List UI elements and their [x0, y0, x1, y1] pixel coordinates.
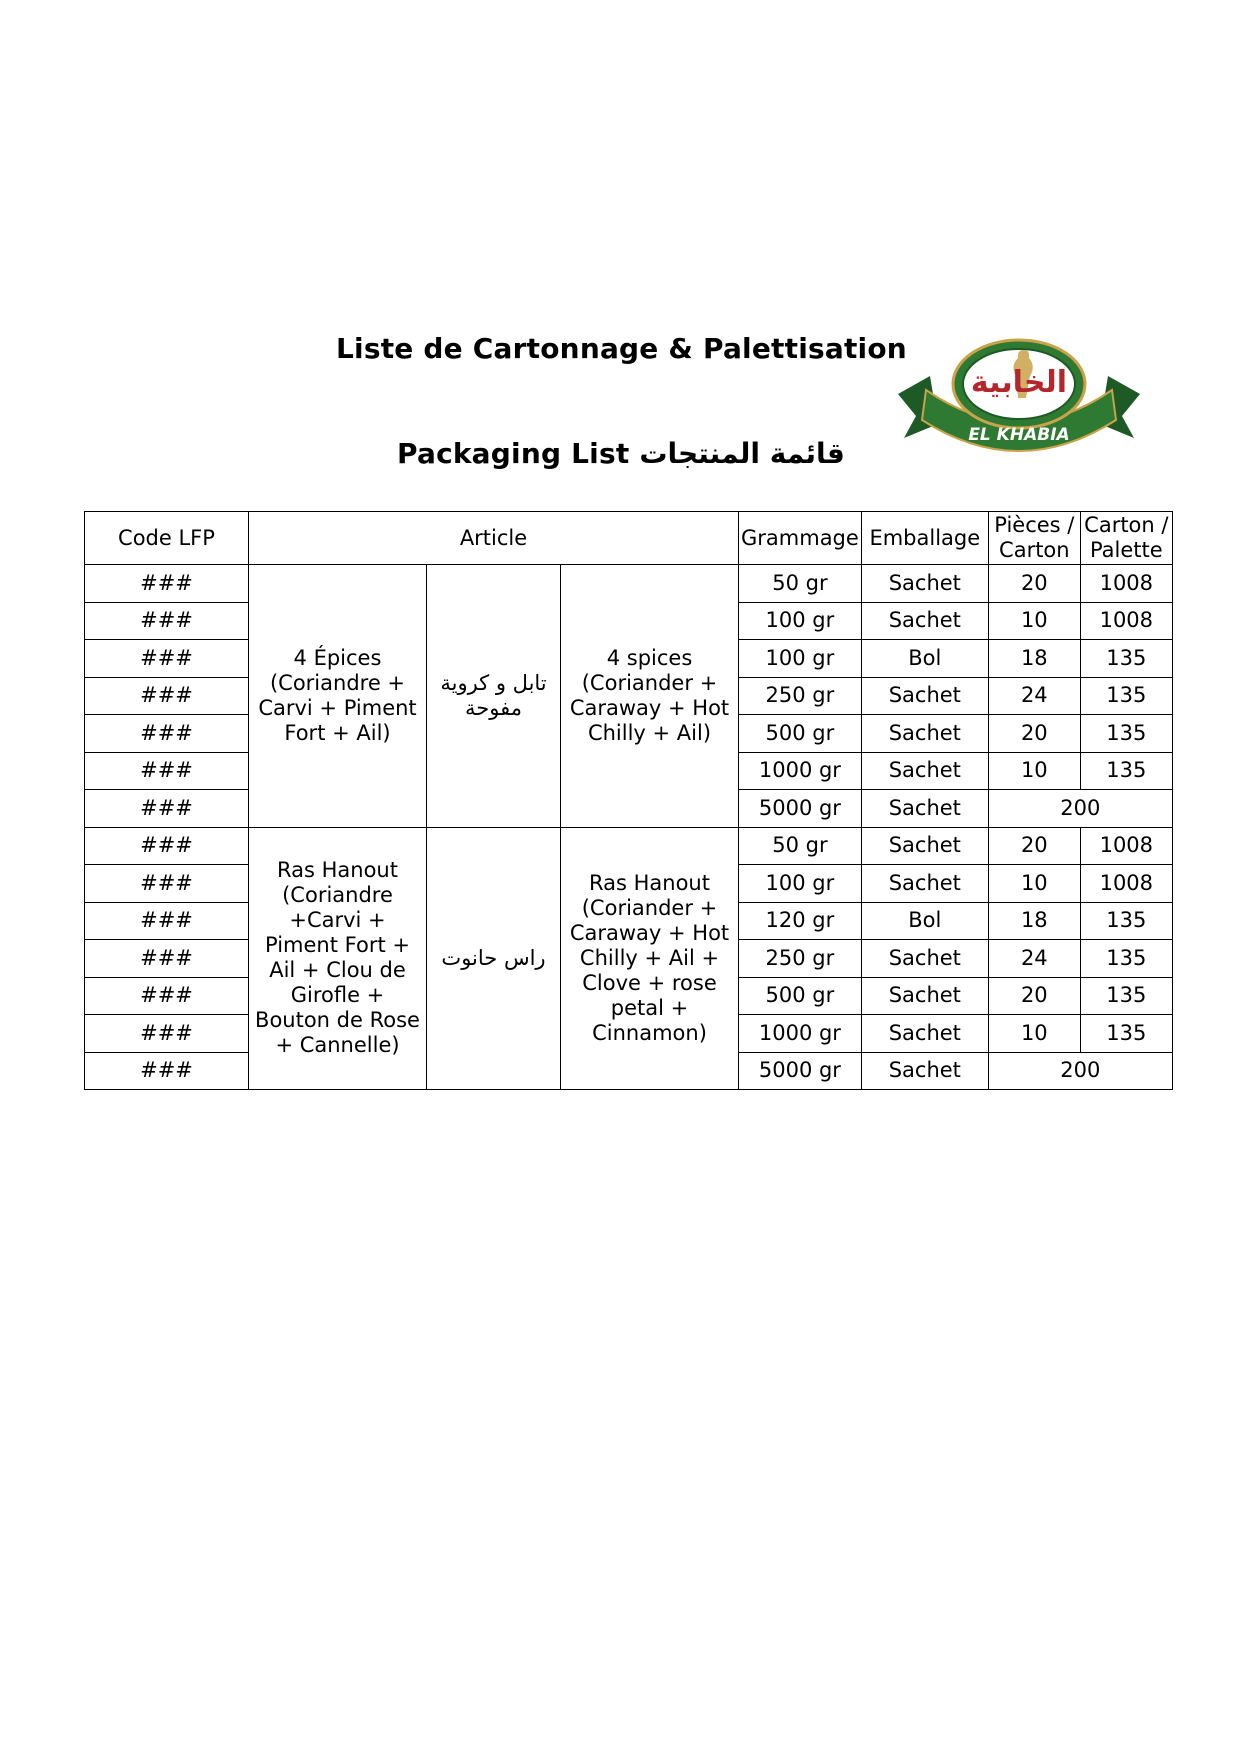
- header-article: Article: [249, 512, 739, 565]
- cartons-cell: 135: [1080, 752, 1172, 790]
- code-cell: ###: [85, 902, 249, 940]
- code-cell: ###: [85, 752, 249, 790]
- code-cell: ###: [85, 602, 249, 640]
- emballage-cell: Bol: [861, 902, 988, 940]
- pieces-cell: 10: [988, 1015, 1080, 1053]
- document-title-en: Packaging List قائمة المنتجات: [397, 437, 845, 470]
- code-cell: ###: [85, 827, 249, 865]
- emballage-cell: Sachet: [861, 865, 988, 903]
- code-cell: ###: [85, 790, 249, 828]
- table-row: [85, 565, 1173, 603]
- emballage-cell: Sachet: [861, 940, 988, 978]
- cartons-cell: 135: [1080, 715, 1172, 753]
- pieces-cell: 20: [988, 977, 1080, 1015]
- grammage-cell: 5000 gr: [739, 790, 862, 828]
- pieces-cell: 18: [988, 640, 1080, 678]
- table-row: [85, 827, 1173, 865]
- pieces-cell: 10: [988, 865, 1080, 903]
- grammage-cell: 250 gr: [739, 677, 862, 715]
- packaging-table: [84, 511, 1173, 1090]
- code-cell: ###: [85, 977, 249, 1015]
- header-carton-palette: Carton / Palette: [1080, 512, 1172, 565]
- pieces-cell: 10: [988, 602, 1080, 640]
- code-cell: ###: [85, 940, 249, 978]
- emballage-cell: Sachet: [861, 715, 988, 753]
- emballage-cell: Sachet: [861, 677, 988, 715]
- grammage-cell: 250 gr: [739, 940, 862, 978]
- pieces-cell: 24: [988, 940, 1080, 978]
- grammage-cell: 500 gr: [739, 715, 862, 753]
- article-fr-cell: Ras Hanout (Coriandre +Carvi + Piment Fort + Ail + Clou de Girofle + Bouton de Rose + Cannelle): [249, 827, 427, 1090]
- code-cell: ###: [85, 565, 249, 603]
- grammage-cell: 120 gr: [739, 902, 862, 940]
- article-en-cell: Ras Hanout (Coriander + Caraway + Hot Chilly + Ail + Clove + rose petal + Cinnamon): [561, 827, 739, 1090]
- header-code: Code LFP: [85, 512, 249, 565]
- cartons-cell: 1008: [1080, 827, 1172, 865]
- grammage-cell: 100 gr: [739, 640, 862, 678]
- el-khabia-logo: [890, 336, 1148, 460]
- grammage-cell: 500 gr: [739, 977, 862, 1015]
- cartons-cell: 135: [1080, 1015, 1172, 1053]
- emballage-cell: Sachet: [861, 1015, 988, 1053]
- merged-pallet-cell: 200: [988, 790, 1172, 828]
- pieces-cell: 20: [988, 565, 1080, 603]
- cartons-cell: 135: [1080, 902, 1172, 940]
- code-cell: ###: [85, 1015, 249, 1053]
- cartons-cell: 135: [1080, 677, 1172, 715]
- code-cell: ###: [85, 715, 249, 753]
- grammage-cell: 100 gr: [739, 602, 862, 640]
- cartons-cell: 1008: [1080, 602, 1172, 640]
- grammage-cell: 1000 gr: [739, 1015, 862, 1053]
- code-cell: ###: [85, 1052, 249, 1090]
- pieces-cell: 20: [988, 827, 1080, 865]
- emballage-cell: Sachet: [861, 565, 988, 603]
- emballage-cell: Bol: [861, 640, 988, 678]
- header-grammage: Grammage: [739, 512, 862, 565]
- document-title-fr: Liste de Cartonnage & Palettisation: [336, 332, 907, 365]
- header-emballage: Emballage: [861, 512, 988, 565]
- merged-pallet-cell: 200: [988, 1052, 1172, 1090]
- emballage-cell: Sachet: [861, 977, 988, 1015]
- cartons-cell: 135: [1080, 977, 1172, 1015]
- cartons-cell: 1008: [1080, 565, 1172, 603]
- cartons-cell: 1008: [1080, 865, 1172, 903]
- emballage-cell: Sachet: [861, 790, 988, 828]
- emballage-cell: Sachet: [861, 1052, 988, 1090]
- code-cell: ###: [85, 640, 249, 678]
- logo-arabic-text: الخابية: [970, 365, 1068, 400]
- grammage-cell: 100 gr: [739, 865, 862, 903]
- header-pieces-carton: Pièces / Carton: [988, 512, 1080, 565]
- grammage-cell: 50 gr: [739, 827, 862, 865]
- cartons-cell: 135: [1080, 640, 1172, 678]
- logo-latin-text: EL KHABIA: [968, 425, 1070, 445]
- article-fr-cell: 4 Épices (Coriandre + Carvi + Piment Fort + Ail): [249, 565, 427, 828]
- code-cell: ###: [85, 677, 249, 715]
- pieces-cell: 18: [988, 902, 1080, 940]
- article-ar-cell: راس حانوت: [427, 827, 561, 1090]
- article-ar-cell: تابل و كروية مفوحة: [427, 565, 561, 828]
- emballage-cell: Sachet: [861, 827, 988, 865]
- table-header-row: [85, 512, 1173, 565]
- grammage-cell: 1000 gr: [739, 752, 862, 790]
- cartons-cell: 135: [1080, 940, 1172, 978]
- pieces-cell: 24: [988, 677, 1080, 715]
- pieces-cell: 20: [988, 715, 1080, 753]
- emballage-cell: Sachet: [861, 602, 988, 640]
- grammage-cell: 5000 gr: [739, 1052, 862, 1090]
- article-en-cell: 4 spices (Coriander + Caraway + Hot Chilly + Ail): [561, 565, 739, 828]
- emballage-cell: Sachet: [861, 752, 988, 790]
- grammage-cell: 50 gr: [739, 565, 862, 603]
- code-cell: ###: [85, 865, 249, 903]
- pieces-cell: 10: [988, 752, 1080, 790]
